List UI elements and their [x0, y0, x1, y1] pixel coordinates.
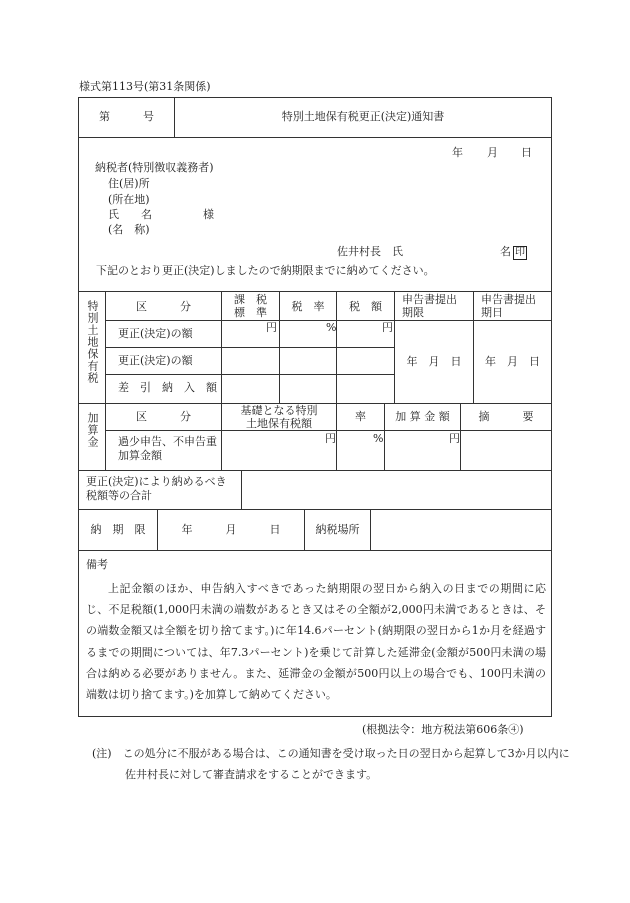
tax-header-category: 区 分: [136, 300, 191, 313]
mayor-mei-text: 名: [500, 245, 511, 258]
mayor-name: 佐井村長 氏: [337, 245, 403, 258]
remarks-heading: 備考: [86, 558, 108, 571]
honorific-sama: 様: [203, 208, 214, 221]
taxpayer-label: 納税者(特別徴収義務者): [95, 161, 214, 174]
tax-header-filed-1: 申告書提出: [481, 293, 536, 306]
tax-row-3-label: 差 引 納 入 額: [118, 381, 217, 394]
tax-header-base-2: 標 準: [234, 306, 267, 319]
tax-side-label: 特別土地保有税: [86, 300, 99, 384]
remarks-text: 上記金額のほか、申告納入すべきであった納期限の翌日から納入の日までの期間に応じ、不足税額(1,000円未満の端数があるとき又はその全額が2,000円未満であるときは、その端数金額又は全額を切り捨てます。)に年14.6パーセント(納期限の翌日から1か月を経過するまでの期間については、年7.3パーセント)を乗じて計算した延滞金(金額が500円未満の場合は納める必要がありません。また、延滞金の金額が500円以上の場合でも、100円未満の端数は切り捨てます。)を加算して納めてください。: [86, 582, 546, 702]
tax-header-deadline-1: 申告書提出: [402, 293, 457, 306]
tax-filed-date: 年 月 日: [485, 355, 540, 368]
taxpayer-address-label: 住(居)所: [108, 177, 150, 190]
number-label: 第 号: [99, 110, 154, 123]
date-day: 日: [521, 146, 532, 159]
tax-header-amount: 税 額: [349, 300, 382, 313]
tax-yen-unit: 円: [266, 321, 277, 334]
taxpayer-name-alt-label: (名 称): [108, 223, 150, 236]
tax-row-2-label: 更正(決定)の額: [118, 354, 193, 367]
penalty-yen-unit: 円: [325, 432, 336, 445]
tax-row-1-label: 更正(決定)の額: [118, 327, 193, 340]
tax-deadline-date: 年 月 日: [406, 355, 462, 368]
payment-deadline-label: 納 期 限: [90, 523, 146, 536]
penalty-header-category: 区 分: [136, 410, 191, 423]
tax-header-rate: 税 率: [291, 300, 325, 313]
tax-amount-yen-unit: 円: [382, 321, 393, 334]
penalty-header-amount: 加 算 金 額: [395, 410, 450, 423]
tax-header-filed-2: 期日: [481, 306, 503, 319]
penalty-header-rate: 率: [355, 410, 366, 423]
date-month: 月: [487, 146, 498, 159]
payment-place-label: 納税場所: [315, 523, 360, 536]
legal-basis: (根拠法令：地方税法第606条④): [362, 723, 524, 736]
penalty-amount-yen-unit: 円: [449, 432, 460, 445]
penalty-header-summary: 摘 要: [478, 410, 534, 423]
tax-header-deadline-2: 期限: [402, 306, 424, 319]
penalty-header-base-2: 土地保有税額: [246, 417, 312, 430]
penalty-row-label: 過少申告、不申告重加算金額: [118, 435, 217, 462]
page-title: 特別土地保有税更正(決定)通知書: [281, 110, 445, 123]
mayor-mei: [500, 245, 527, 260]
penalty-percent-unit: %: [373, 432, 384, 445]
date-year: 年: [452, 146, 463, 159]
appeal-note: (注) この処分に不服がある場合は、この通知書を受け取った日の翌日から起算して3か月以内に佐井村長に対して審査請求をすることができます。: [92, 747, 570, 781]
intro-text: 下記のとおり更正(決定)しましたので納期限までに納めてください。: [96, 264, 435, 277]
tax-percent-unit: %: [326, 321, 337, 334]
tax-header-base-1: 課 税: [234, 293, 267, 306]
form-number: 様式第113号(第31条関係): [79, 80, 211, 93]
penalty-side-label: 加算金: [86, 412, 99, 448]
payment-deadline-date: 年 月 日: [181, 523, 281, 536]
taxpayer-location-label: (所在地): [108, 193, 150, 206]
taxpayer-name-label: 氏 名: [108, 208, 152, 221]
seal-stamp: 印: [515, 247, 525, 258]
penalty-header-base-1: 基礎となる特別: [240, 404, 318, 417]
total-label: 更正(決定)により納めるべき税額等の合計: [86, 475, 227, 502]
